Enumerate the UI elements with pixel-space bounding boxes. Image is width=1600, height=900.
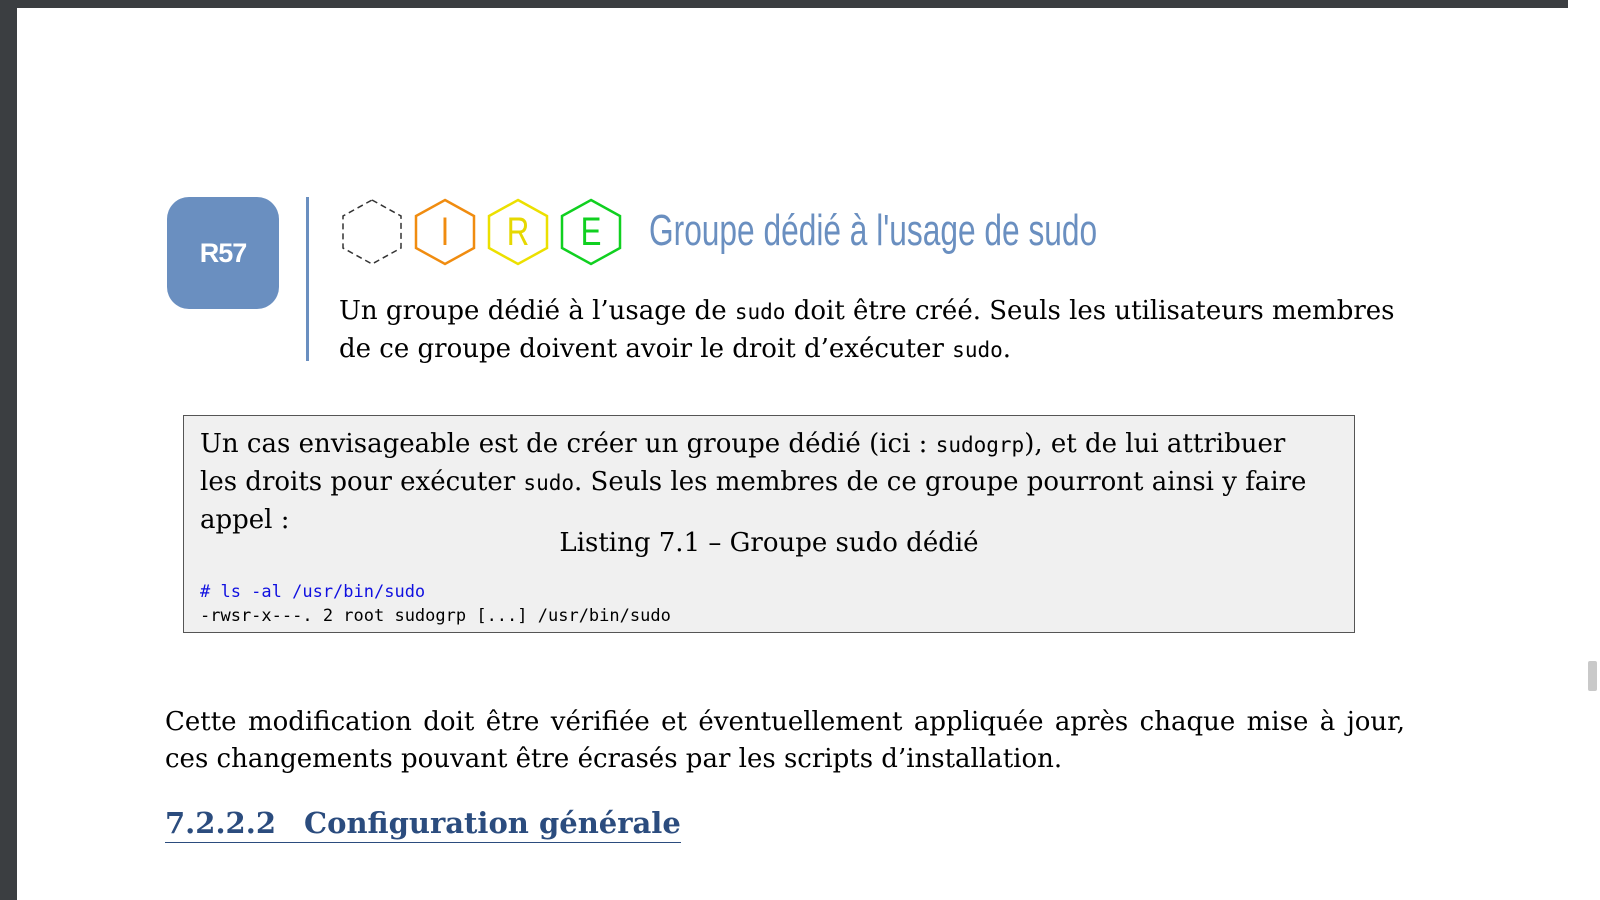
section-number: 7.2.2.2 <box>165 806 277 840</box>
inline-code: sudo <box>952 338 1003 362</box>
body-text: Un groupe dédié à l’usage de <box>339 296 735 326</box>
body-text: ), et de lui attribuer les droits pour exécuter <box>200 429 1286 497</box>
recommendation-badge <box>167 197 279 309</box>
hexagon-level-high-icon <box>558 197 624 267</box>
body-text: doit être créé. Seuls les utilisateurs membres de ce groupe doivent avoir le droit d’exécuter <box>339 296 1395 364</box>
vertical-scrollbar[interactable] <box>1568 0 1600 900</box>
body-text: . Seuls les membres de ce groupe pourront ainsi y faire appel : <box>200 467 1307 535</box>
section-title: Configuration générale <box>304 806 681 840</box>
code-line-command: # ls -al /usr/bin/sudo <box>200 582 426 602</box>
inline-code: sudo <box>734 300 786 324</box>
example-text <box>200 426 1310 539</box>
document-page <box>17 8 1568 900</box>
hexagon-letter: I <box>440 209 450 254</box>
hexagon-level-reinforced-icon <box>485 197 551 267</box>
hexagon-letter: E <box>580 209 602 254</box>
recommendation-title: Groupe dédié à l'usage de sudo <box>649 206 1098 255</box>
inline-code: sudogrp <box>935 433 1025 457</box>
scrollbar-thumb[interactable] <box>1588 661 1597 691</box>
code-line-output: -rwsr-x---. 2 root sudogrp [...] /usr/bin/sudo <box>200 606 671 626</box>
listing-caption: Listing 7.1 – Groupe sudo dédié <box>559 528 979 558</box>
recommendation-body <box>339 293 1399 369</box>
recommendation-id: R57 <box>199 237 247 268</box>
recommendation-divider <box>306 197 309 361</box>
hexagon-letter <box>346 197 397 267</box>
hexagon-level-intermediate-icon <box>412 197 478 267</box>
body-text: . <box>1002 334 1012 364</box>
body-paragraph: Cette modification doit être vérifiée et éventuellement appliquée après chaque mise à jour, ces changements pouvant être écrasés par les scripts d’installation. <box>165 707 1405 774</box>
hexagon-level-minimal-icon <box>339 197 405 267</box>
section-heading <box>165 806 681 843</box>
example-box <box>183 415 1355 633</box>
hexagon-letter: R <box>506 209 530 254</box>
body-text: Un cas envisageable est de créer un groupe dédié (ici : <box>200 429 936 459</box>
code-listing <box>200 580 671 628</box>
inline-code: sudo <box>523 471 574 495</box>
